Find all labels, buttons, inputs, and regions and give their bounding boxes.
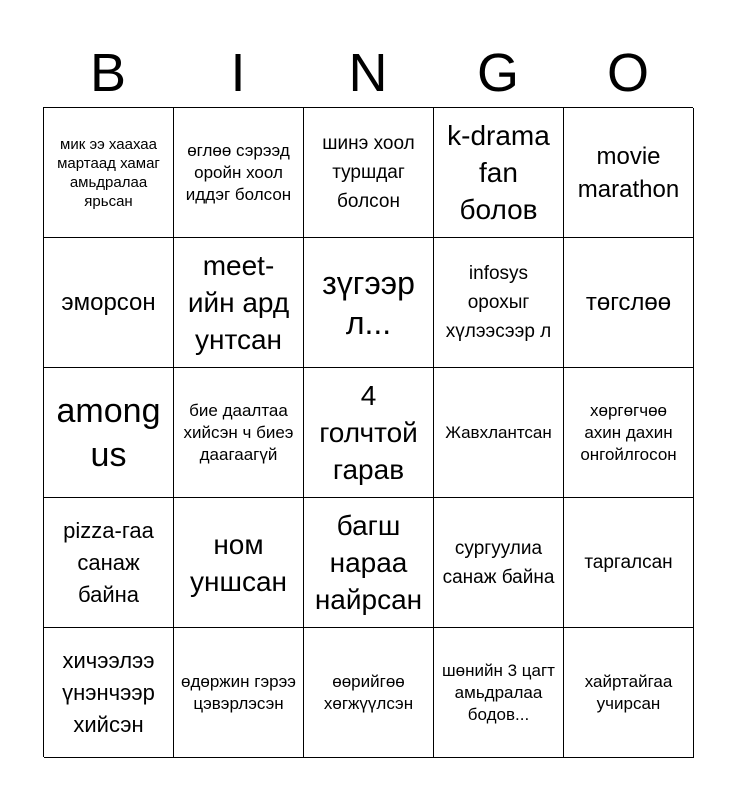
header-letter-i: I — [230, 43, 246, 103]
cell-text: ном уншсан — [190, 528, 287, 597]
cell-text: багш нараа найрсан — [314, 510, 423, 615]
cell-text: өдөржин гэрээ цэвэрлэсэн — [181, 671, 296, 713]
bingo-cell[interactable] — [304, 498, 434, 628]
header-letter-o: O — [606, 43, 649, 103]
cell-text: хичээлээ үнэнчээр хийсэн — [62, 647, 155, 737]
bingo-cell[interactable] — [44, 628, 174, 758]
bingo-cell[interactable] — [174, 108, 304, 238]
bingo-cell[interactable] — [44, 498, 174, 628]
bingo-cell[interactable] — [174, 368, 304, 498]
bingo-cell[interactable] — [564, 238, 694, 368]
cell-text: мик ээ хаахаа мартаад хамаг амьдралаа ярьсан — [57, 135, 160, 210]
bingo-cell[interactable] — [434, 238, 564, 368]
bingo-cell[interactable] — [304, 628, 434, 758]
cell-text: infosys орохыг хүлээсээр л — [445, 263, 552, 342]
cell-text: бие даалтаа хийсэн ч биеэ даагаагүй — [183, 400, 294, 464]
bingo-cell[interactable] — [304, 368, 434, 498]
cell-text: таргалсан — [584, 552, 673, 573]
bingo-cell[interactable] — [564, 368, 694, 498]
header-letter-n: N — [348, 43, 388, 103]
cell-text: өөрийгөө хөгжүүлсэн — [323, 671, 414, 713]
bingo-cell[interactable] — [174, 628, 304, 758]
cell-text: хөргөгчөө ахин дахин онгойлгосон — [580, 400, 677, 464]
cell-text: meet-ийн ард унтсан — [187, 250, 290, 355]
cell-text: among us — [56, 391, 161, 474]
cell-text: хайртайгаа учирсан — [584, 671, 673, 713]
bingo-cell[interactable] — [304, 238, 434, 368]
cell-text: movie marathon — [577, 142, 680, 203]
bingo-cell[interactable] — [174, 238, 304, 368]
bingo-cell[interactable] — [564, 628, 694, 758]
bingo-cell[interactable] — [434, 628, 564, 758]
cell-text: шөнийн 3 цагт амьдралаа бодов... — [442, 660, 555, 724]
cell-text: зүгээр л... — [322, 264, 415, 341]
bingo-header — [43, 38, 693, 108]
cell-text: 4 голчтой гарав — [319, 380, 418, 485]
bingo-cell[interactable] — [304, 108, 434, 238]
cell-text: сургуулиа санаж байна — [442, 537, 555, 588]
bingo-cell[interactable] — [174, 498, 304, 628]
bingo-cell[interactable] — [434, 108, 564, 238]
cell-text: төгслөө — [585, 289, 672, 316]
bingo-cell[interactable] — [434, 498, 564, 628]
bingo-cell[interactable] — [564, 498, 694, 628]
bingo-grid — [43, 107, 693, 757]
cell-text: эморсон — [61, 289, 156, 316]
bingo-cell[interactable] — [434, 368, 564, 498]
header-letter-b: B — [89, 43, 127, 103]
cell-text: Жавхлантсан — [445, 422, 552, 442]
cell-text: шинэ хоол туршдаг болсон — [322, 133, 415, 212]
bingo-cell[interactable] — [44, 108, 174, 238]
cell-text: pizza-гаа санаж байна — [63, 517, 154, 607]
cell-text: k-drama fan болов — [447, 120, 550, 225]
bingo-cell[interactable] — [44, 238, 174, 368]
bingo-cell[interactable] — [44, 368, 174, 498]
bingo-cell[interactable] — [564, 108, 694, 238]
cell-text: өглөө сэрээд оройн хоол иддэг болсон — [185, 140, 292, 204]
header-letter-g: G — [476, 43, 519, 103]
